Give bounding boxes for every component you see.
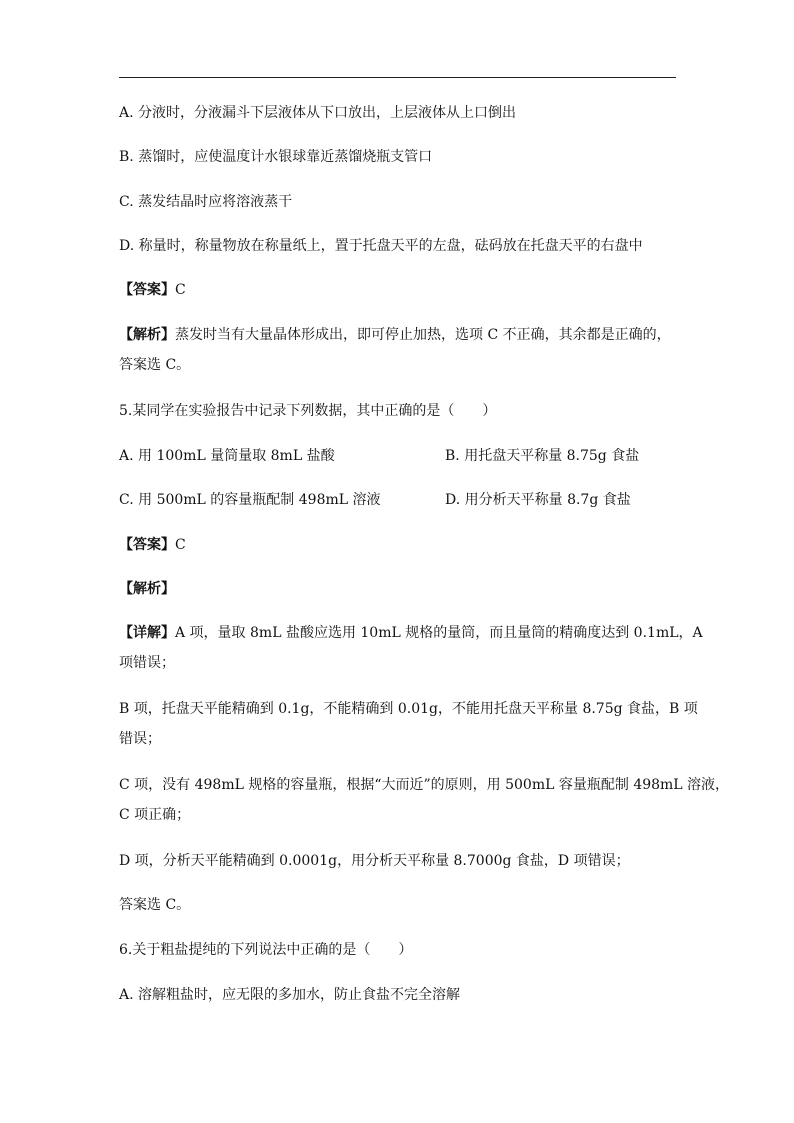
q5-option-b: B. 用托盘天平称量 8.75g 食盐: [445, 448, 640, 464]
q4-option-c: C. 蒸发结晶时应将溶液蒸干: [119, 194, 293, 210]
q5-stem: 5.某同学在实验报告中记录下列数据，其中正确的是（ ）: [119, 403, 497, 419]
q4-option-a: A. 分液时，分液漏斗下层液体从下口放出，上层液体从上口倒出: [119, 105, 517, 121]
q6-stem: 6.关于粗盐提纯的下列说法中正确的是（ ）: [119, 942, 413, 958]
header-rule: [119, 77, 676, 78]
answer-value: C: [175, 282, 186, 298]
q4-option-d: D. 称量时，称量物放在称量纸上，置于托盘天平的左盘，砝码放在托盘天平的右盘中: [119, 238, 643, 254]
q4-analysis-line-1: [119, 325, 671, 345]
answer-value: C: [175, 537, 186, 553]
detail-text: A 项，量取 8mL 盐酸应选用 10mL 规格的量筒，而且量筒的精确度达到 0.1mL，A: [175, 625, 703, 641]
answer-label: 【答案】: [119, 282, 175, 298]
q5-detail-b-line-2: 错误；: [119, 731, 161, 747]
q5-detail-c-line-1: C 项，没有 498mL 规格的容量瓶，根据“大而近”的原则，用 500mL 容量瓶配制 498mL 溶液，: [119, 777, 730, 793]
analysis-text: 蒸发时当有大量晶体形成出，即可停止加热，选项 C 不正确，其余都是正确的，: [175, 327, 671, 343]
q5-analysis-label: 【解析】: [119, 581, 175, 597]
q5-conclusion: 答案选 C。: [119, 897, 191, 913]
q5-detail-a-line-2: 项错误；: [119, 655, 175, 671]
q6-option-a: A. 溶解粗盐时，应无限的多加水，防止食盐不完全溶解: [119, 987, 461, 1003]
answer-label: 【答案】: [119, 537, 175, 553]
q5-option-c: C. 用 500mL 的容量瓶配制 498mL 溶液: [119, 492, 381, 508]
q5-option-d: D. 用分析天平称量 8.7g 食盐: [445, 492, 631, 508]
analysis-label: 【解析】: [119, 327, 175, 343]
q4-analysis-line-2: 答案选 C。: [119, 357, 191, 373]
q5-detail-d: D 项，分析天平能精确到 0.0001g，用分析天平称量 8.7000g 食盐，D 项错误；: [119, 853, 630, 869]
detail-label: 【详解】: [119, 625, 175, 641]
q5-detail-c-line-2: C 项正确；: [119, 807, 191, 823]
q4-answer: [119, 280, 186, 300]
q5-detail-b-line-1: B 项，托盘天平能精确到 0.1g，不能精确到 0.01g，不能用托盘天平称量 8.75g 食盐，B 项: [119, 701, 698, 717]
q5-answer: [119, 535, 186, 555]
q5-option-a: A. 用 100mL 量筒量取 8mL 盐酸: [119, 448, 335, 464]
q5-detail-a-line-1: [119, 623, 703, 643]
q4-option-b: B. 蒸馏时，应使温度计水银球靠近蒸馏烧瓶支管口: [119, 149, 433, 165]
